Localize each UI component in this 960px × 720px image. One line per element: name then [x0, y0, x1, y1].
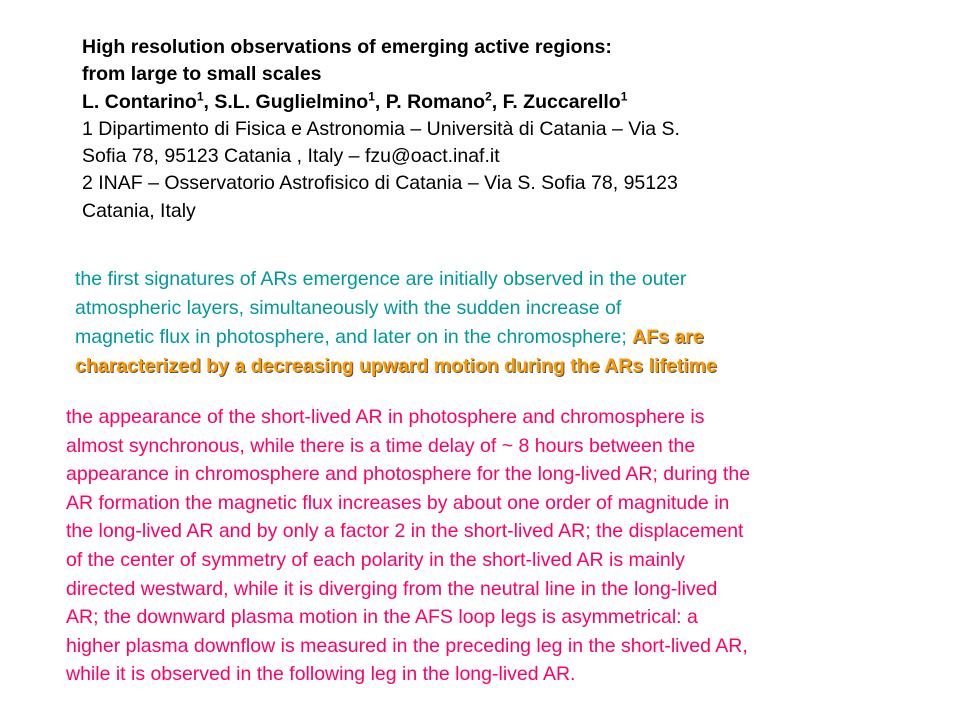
author-affiliation-mark: 1 [620, 89, 628, 104]
affiliation-2-line-2: Catania, Italy [82, 199, 196, 222]
author-separator: , [374, 90, 386, 113]
author-separator: , [203, 90, 215, 113]
pink-line: while it is observed in the following leg in the long-lived AR. [66, 663, 576, 686]
author-name: F. Zuccarello [502, 90, 621, 113]
pink-line: AR; the downward plasma motion in the AFS loop legs is asymmetrical: a [66, 606, 698, 629]
pink-line: of the center of symmetry of each polarity in the short-lived AR is mainly [66, 548, 685, 571]
title-line-1: High resolution observations of emerging active regions: [82, 36, 612, 58]
title-line-2: from large to small scales [82, 63, 322, 86]
finding-paragraph-teal [75, 265, 865, 381]
teal-line-1: the first signatures of ARs emergence are initially observed in the outer [75, 268, 687, 290]
pink-line: almost synchronous, while there is a time delay of ~ 8 hours between the [66, 434, 696, 457]
author-affiliation-mark: 2 [485, 89, 492, 104]
author-name: P. Romano [385, 90, 486, 113]
affiliation-1-line-2: Sofia 78, 95123 Catania , Italy – fzu@oact.inaf.it [82, 145, 500, 168]
author-list [82, 89, 862, 116]
pink-line: the appearance of the short-lived AR in photosphere and chromosphere is [66, 406, 705, 428]
pink-line: appearance in chromosphere and photosphere for the long-lived AR; during the [66, 463, 751, 486]
pink-line: the long-lived AR and by only a factor 2 in the short-lived AR; the displacement [66, 520, 744, 543]
author-name: L. Contarino [82, 90, 197, 113]
teal-highlight-line: characterized by a decreasing upward motion during the ARs lifetime [75, 355, 717, 377]
affiliation-2-line-1: 2 INAF – Osservatorio Astrofisico di Catania – Via S. Sofia 78, 95123 [82, 172, 678, 195]
pink-line: directed westward, while it is diverging from the neutral line in the long-lived [66, 577, 718, 600]
teal-line-2: atmospheric layers, simultaneously with the sudden increase of [75, 297, 622, 319]
finding-paragraph-pink [66, 403, 926, 689]
pink-line: AR formation the magnetic flux increases by about one order of magnitude in [66, 491, 730, 514]
paper-header [82, 34, 862, 225]
author-affiliation-mark: 1 [368, 89, 375, 104]
teal-line-3 [75, 323, 865, 352]
teal-highlight-start: AFs are [632, 326, 704, 348]
author-affiliation-mark: 1 [196, 89, 204, 104]
author-separator: , [491, 90, 503, 113]
teal-line-3-text: magnetic flux in photosphere, and later on in the chromosphere; [75, 326, 633, 348]
author-name: S.L. Guglielmino [214, 90, 369, 113]
affiliation-1-line-1: 1 Dipartimento di Fisica e Astronomia – Università di Catania – Via S. [82, 117, 680, 140]
pink-line: higher plasma downflow is measured in the preceding leg in the short-lived AR, [66, 634, 748, 657]
